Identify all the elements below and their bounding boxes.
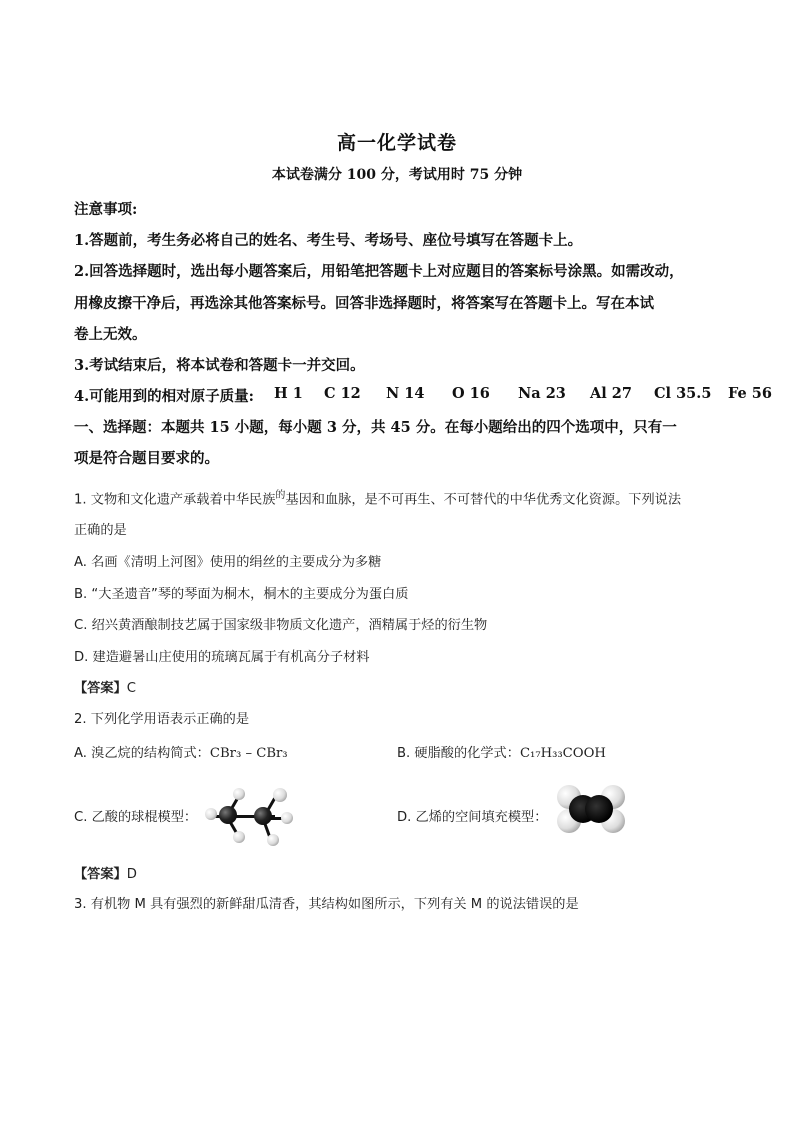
notice-item-2-line-2: 用橡皮擦干净后，再选涂其他答案标号。回答非选择题时，将答案写在答题卡上。写在本试: [74, 295, 654, 312]
question-2-option-b: [397, 742, 606, 761]
question-2-option-a: [74, 742, 288, 761]
option-a-formula: CBr₃ – CBr₃: [209, 746, 288, 761]
atomic-mass-c: C 12: [324, 385, 361, 402]
atomic-mass-al: Al 27: [590, 385, 632, 402]
acetic-acid-ball-stick-model: [205, 780, 295, 850]
option-b-label: B. 硬脂酸的化学式：: [397, 746, 520, 761]
question-1-answer: [74, 677, 136, 696]
question-1-stem-part-2: 基因和血脉，是不可再生、不可替代的中华优秀文化资源。下列说法: [285, 492, 682, 508]
atomic-mass-na: Na 23: [518, 385, 566, 402]
question-2-answer: [74, 863, 137, 882]
option-b-formula: C₁₇H₃₃COOH: [519, 746, 606, 761]
page-title: 高一化学试卷: [336, 132, 457, 154]
answer-value: D: [126, 867, 137, 882]
question-1-stem: [74, 486, 681, 507]
notice-item-3: 3.考试结束后，将本试卷和答题卡一并交回。: [74, 357, 365, 374]
question-1-option-b: B. “大圣遗音”琴的琴面为桐木，桐木的主要成分为蛋白质: [74, 587, 409, 602]
question-1-stem-line-2: 正确的是: [74, 523, 127, 538]
section-1-heading-line-1: 一、选择题：本题共 15 小题，每小题 3 分，共 45 分。在每小题给出的四个选项中，只有一: [74, 419, 677, 436]
atomic-mass-fe: Fe 56: [728, 385, 772, 402]
question-1-option-d: D. 建造避暑山庄使用的琉璃瓦属于有机高分子材料: [74, 650, 370, 665]
question-1-stem-part-1: 1. 文物和文化遗产承载着中华民族: [74, 492, 276, 508]
notice-item-1: 1.答题前，考生务必将自己的姓名、考生号、考场号、座位号填写在答题卡上。: [74, 232, 583, 249]
atomic-mass-cl: Cl 35.5: [654, 385, 712, 402]
notice-item-2-line-3: 卷上无效。: [74, 326, 147, 343]
question-1-option-c: C. 绍兴黄酒酿制技艺属于国家级非物质文化遗产，酒精属于烃的衍生物: [74, 618, 488, 633]
question-2-stem: 2. 下列化学用语表示正确的是: [74, 712, 250, 727]
atomic-mass-h: H 1: [274, 385, 303, 402]
notice-item-2-line-1: 2.回答选择题时，选出每小题答案后，用铅笔把答题卡上对应题目的答案标号涂黑。如需改动，: [74, 263, 684, 280]
atomic-mass-n: N 14: [386, 385, 425, 402]
option-a-label: A. 溴乙烷的结构简式：: [74, 746, 210, 761]
question-3-stem: 3. 有机物 M 具有强烈的新鲜甜瓜清香，其结构如图所示，下列有关 M 的说法错误的是: [74, 897, 579, 912]
answer-label: 【答案】: [74, 867, 127, 882]
question-1-option-a: A. 名画《清明上河图》使用的绢丝的主要成分为多糖: [74, 555, 382, 570]
section-1-heading-line-2: 项是符合题目要求的。: [74, 450, 219, 467]
answer-value: C: [126, 681, 136, 696]
notice-item-4-label: 4.可能用到的相对原子质量:: [74, 388, 254, 405]
atomic-mass-o: O 16: [452, 385, 490, 402]
question-2-option-d-label: D. 乙烯的空间填充模型：: [397, 810, 548, 825]
question-1-stem-superscript: 的: [275, 490, 286, 501]
exam-info-subtitle: 本试卷满分 100 分，考试用时 75 分钟: [271, 167, 523, 183]
answer-label: 【答案】: [74, 681, 127, 696]
notice-heading: 注意事项:: [74, 201, 138, 218]
question-2-option-c-label: C. 乙酸的球棍模型：: [74, 810, 198, 825]
ethylene-space-filling-model: [555, 783, 627, 835]
